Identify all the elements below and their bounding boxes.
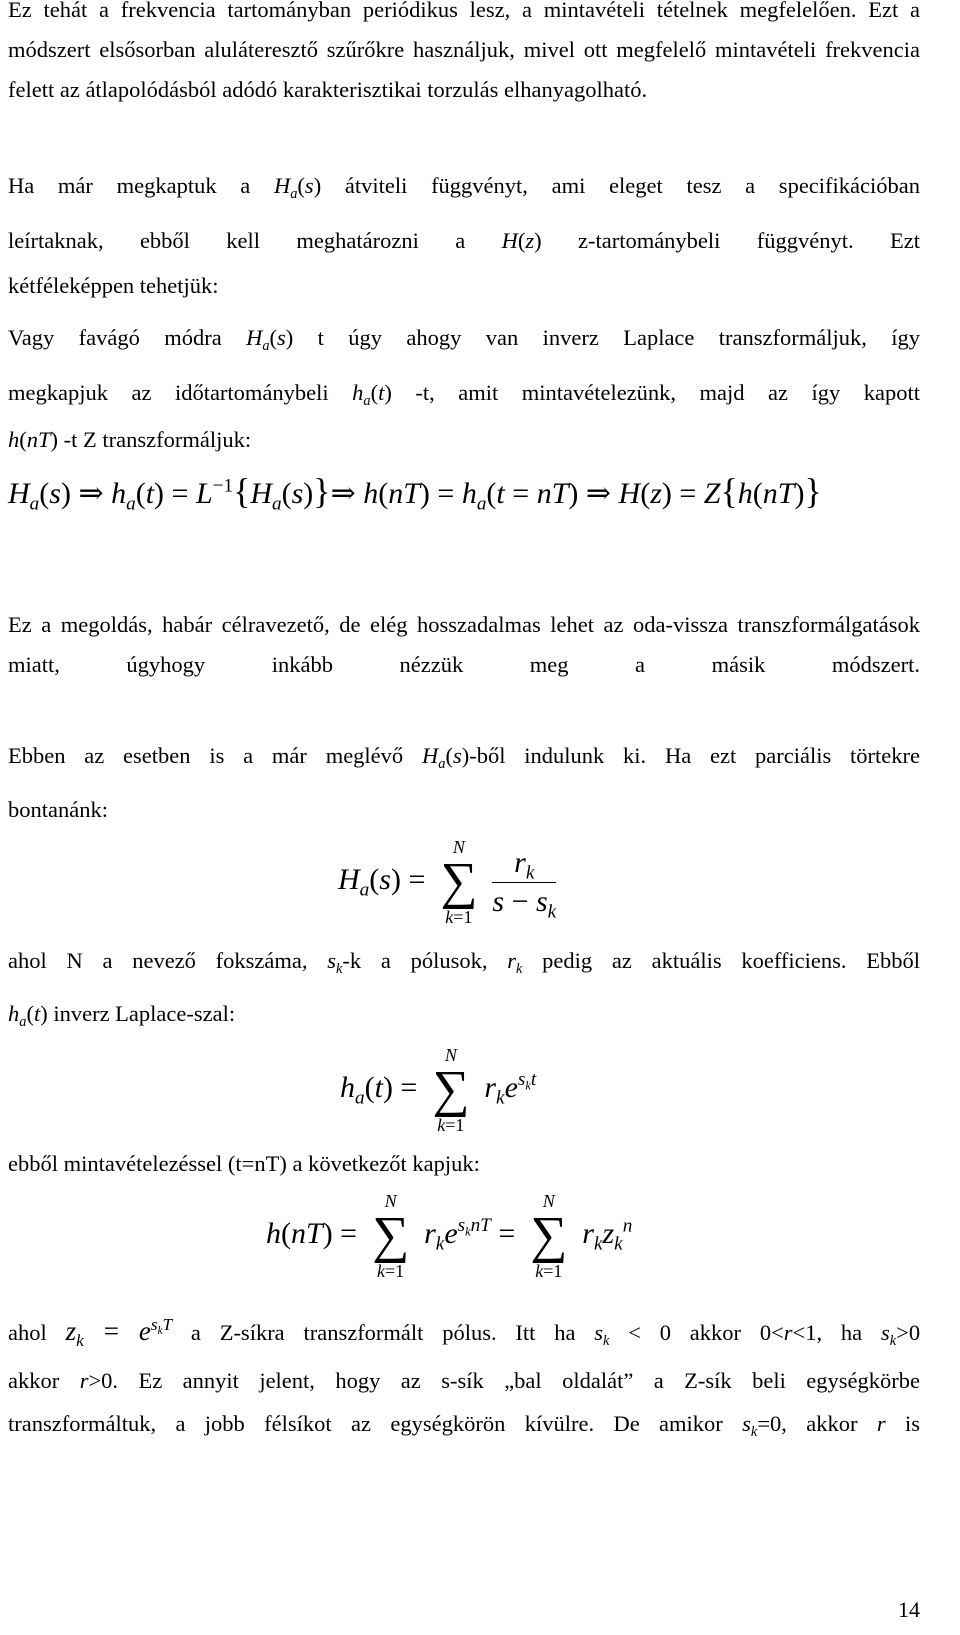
paragraph-line: $h_a(t)$ inverz Laplace-szal: — [8, 1001, 236, 1031]
paragraph-line: ahol $z_k = e^{s_kT}$ a Z-síkra transzformált pólus. Itt ha $s_k < 0$ akkor 0<r<1, ha $s_k>0$ — [8, 1314, 921, 1351]
sum-symbol: N ∑ k=1 — [432, 1045, 470, 1135]
math-ha-t: $h_a(t)$ — [352, 380, 392, 410]
paragraph-line: h(nT) -t Z transzformáljuk: — [8, 427, 252, 452]
math-H-z: H(z) — [501, 228, 542, 253]
equation-partial-fraction: $H_a(s)$ = N ∑ k=1 $\frac{r_k}{s - s_k}$ — [338, 837, 557, 927]
page-number: 14 — [898, 1597, 920, 1622]
sum-symbol: N ∑ k=1 — [372, 1191, 410, 1281]
paragraph-line: kétféleképpen tehetjük: — [8, 273, 219, 298]
equation-chain: $H_a(s)$ ⇒ $h_a(t)$ = $L^{-1}\{H_a(s)\}\Rightarrow$ $h(nT) = h_a(t = nT)$ ⇒ H(z) = Z{h(nT)} — [8, 471, 822, 515]
equation-sampled: h(nT) = N ∑ k=1 $r_ke^{s_knT}$ = N ∑ k=1 $r_kz_k^n$ — [266, 1191, 633, 1281]
math-Ha-s: $H_a(s)$ — [273, 173, 322, 203]
paragraph-line: ebből mintavételezéssel (t=nT) a következőt kapjuk: — [8, 1151, 480, 1176]
paragraph-line: megkapjuk az időtartománybeli $h_a(t)$ -t, amit mintavételezünk, majd az így kapott — [8, 380, 920, 410]
paragraph-line: transzformáltuk, a jobb félsíkot az egységkörön kívülre. De amikor $s_k=0$, akkor r is — [8, 1411, 921, 1441]
paragraph-line: Ha már megkaptuk a $H_a(s)$ átviteli függvényt, ami eleget tesz a specifikációban — [8, 173, 920, 203]
sum-symbol: N ∑ k=1 — [530, 1191, 568, 1281]
math-Ha-s: $H_a(s)$ — [246, 325, 294, 355]
paragraph-line: Ebben az esetben is a már meglévő $H_a(s)$-ből indulunk ki. Ha ezt parciális törtekre — [8, 743, 921, 773]
paragraph-line: akkor r>0. Ez annyit jelent, hogy az s-sík „bal oldalát” a Z-sík beli egységkörbe — [8, 1368, 921, 1393]
paragraph-line: bontanánk: — [8, 797, 108, 822]
math-h-nT: h(nT) — [8, 427, 59, 452]
math-Ha-s: $H_a(s)$ — [421, 743, 470, 773]
paragraph-line: Vagy favágó módra $H_a(s)$ t úgy ahogy van inverz Laplace transzformáljuk, így — [8, 325, 920, 355]
fraction: $\frac{r_k}{s - s_k}$ — [492, 845, 557, 923]
sum-symbol: N ∑ k=1 — [440, 837, 478, 927]
paragraph-solution: Ez a megoldás, habár célravezető, de elég hosszadalmas lehet az oda-vissza transzformálgatások miatt, úgyhogy inkább nézzük meg a másik módszert. — [8, 612, 920, 677]
equation-inverse-laplace: $h_a(t)$ = N ∑ k=1 $r_ke^{s_kt}$ — [340, 1045, 537, 1135]
paragraph-intro: Ez tehát a frekvencia tartományban periódikus lesz, a mintavételi tételnek megfelelően. Ezt a módszert elsősorban aluláteresztő szűrőkre használjuk, mivel ott megfelelő mintavételi frekvencia felett az átlapolódásból adódó karakterisztikai torzulás elhanyagolható. — [8, 0, 920, 102]
paragraph-line: leírtaknak, ebből kell meghatározni a H(z) z-tartománybeli függvényt. Ezt — [8, 228, 920, 253]
paragraph-line: ahol N a nevező fokszáma, $s_k-k$ a pólusok, $r_k$ pedig az aktuális koefficiens. Ebből — [8, 948, 921, 978]
